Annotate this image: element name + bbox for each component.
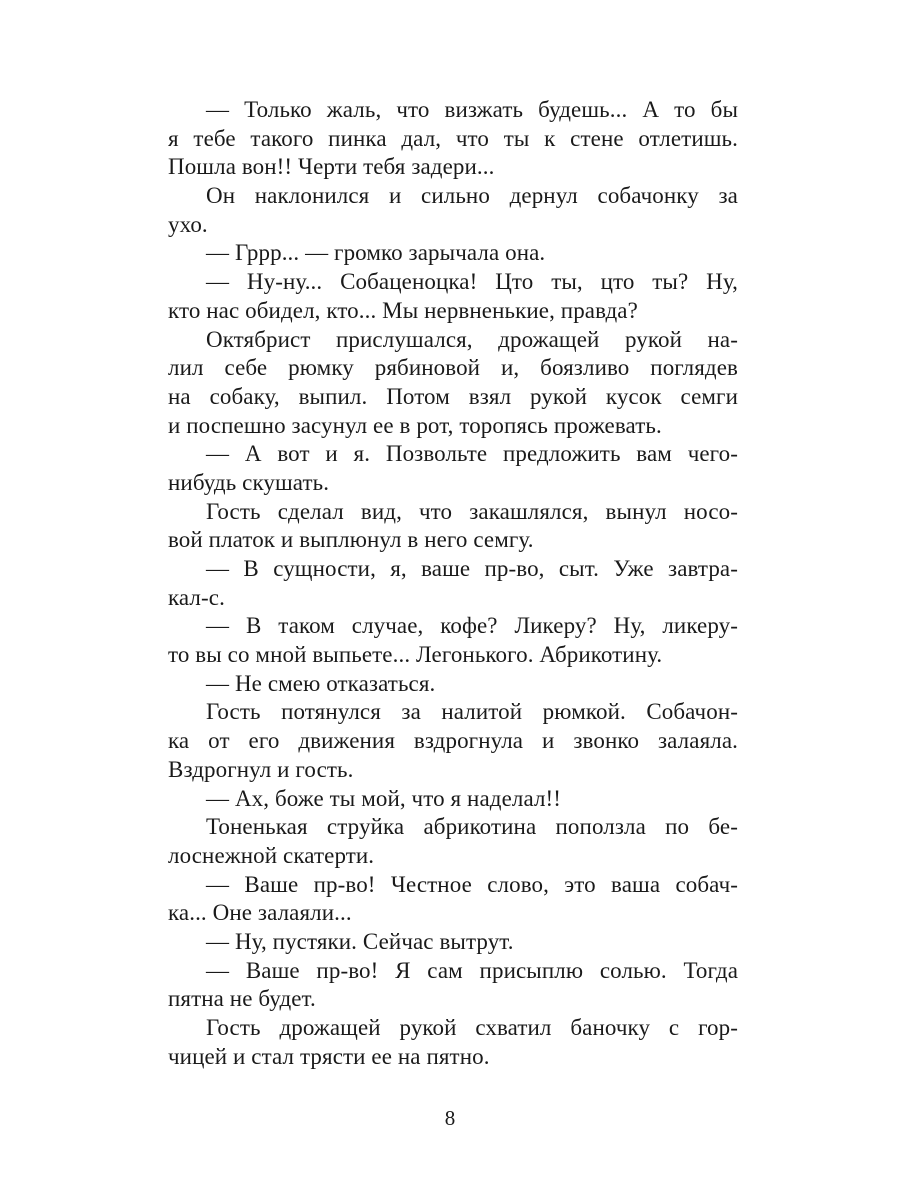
page-number: 8 [444,1106,456,1130]
text-line: Пошла вон!! Черти тебя задери... [168,154,495,180]
text-line: Вздрогнул и гость. [168,756,354,782]
text-line: Тоненькая струйка абрикотина поползла по бе- [206,814,738,840]
text-line: на собаку, выпил. Потом взял рукой кусок семги [168,383,738,409]
text-line: — В таком случае, кофе? Ликеру? Ну, ликеру- [206,613,738,639]
text-line: — Ну, пустяки. Сейчас вытрут. [206,928,514,954]
text-line: Гость сделал вид, что закашлялся, вынул носо- [206,498,738,524]
text-line: нибудь скушать. [168,469,330,495]
text-line: — Ваше пр-во! Я сам присыплю солью. Тогда [206,957,738,983]
text-line: Он наклонился и сильно дернул собачонку за [206,183,738,209]
text-line: я тебе такого пинка дал, что ты к стене отлетишь. [168,125,738,151]
text-line: Гость дрожащей рукой схватил баночку с гор- [206,1015,738,1040]
text-line: и поспешно засунул ее в рот, торопясь прожевать. [168,412,662,438]
text-line: ухо. [168,211,208,237]
text-line: ка... Оне залаяли... [168,900,352,926]
text-line: пятна не будет. [168,986,316,1012]
text-line: — А вот и я. Позвольте предложить вам чего- [206,441,738,467]
text-line: Гость потянулся за налитой рюмкой. Собачон- [206,699,738,725]
text-line: то вы со мной выпьете... Легонького. Абрикотину. [168,642,663,668]
text-line: ка от его движения вздрогнула и звонко залаяла. [168,728,738,754]
text-line: лил себе рюмку рябиновой и, боязливо поглядев [168,355,738,381]
text-line: — Ах, боже ты мой, что я наделал!! [206,785,562,811]
text-line: — Ну-ну... Собаценоцка! Цто ты, цто ты? Ну, [206,269,738,295]
text-line: — Не смею отказаться. [206,670,436,696]
text-line: кал-с. [168,584,225,610]
text-line: кто нас обидел, кто... Мы нервненькие, правда? [168,297,638,323]
text-line: Октябрист прислушался, дрожащей рукой на- [206,326,738,352]
text-line: — Ваше пр-во! Честное слово, это ваша собач- [206,871,738,897]
text-line: лоснежной скатерти. [168,842,375,868]
text-line: — Гррр... — громко зарычала она. [206,240,546,266]
page-body-text [168,96,738,1071]
text-line: — В сущности, я, ваше пр-во, сыт. Уже завтра- [206,556,738,581]
text-line: — Только жаль, что визжать будешь... А то бы [206,97,738,122]
text-line: чицей и стал трясти ее на пятно. [168,1043,490,1069]
text-line: вой платок и выплюнул в него семгу. [168,527,534,553]
